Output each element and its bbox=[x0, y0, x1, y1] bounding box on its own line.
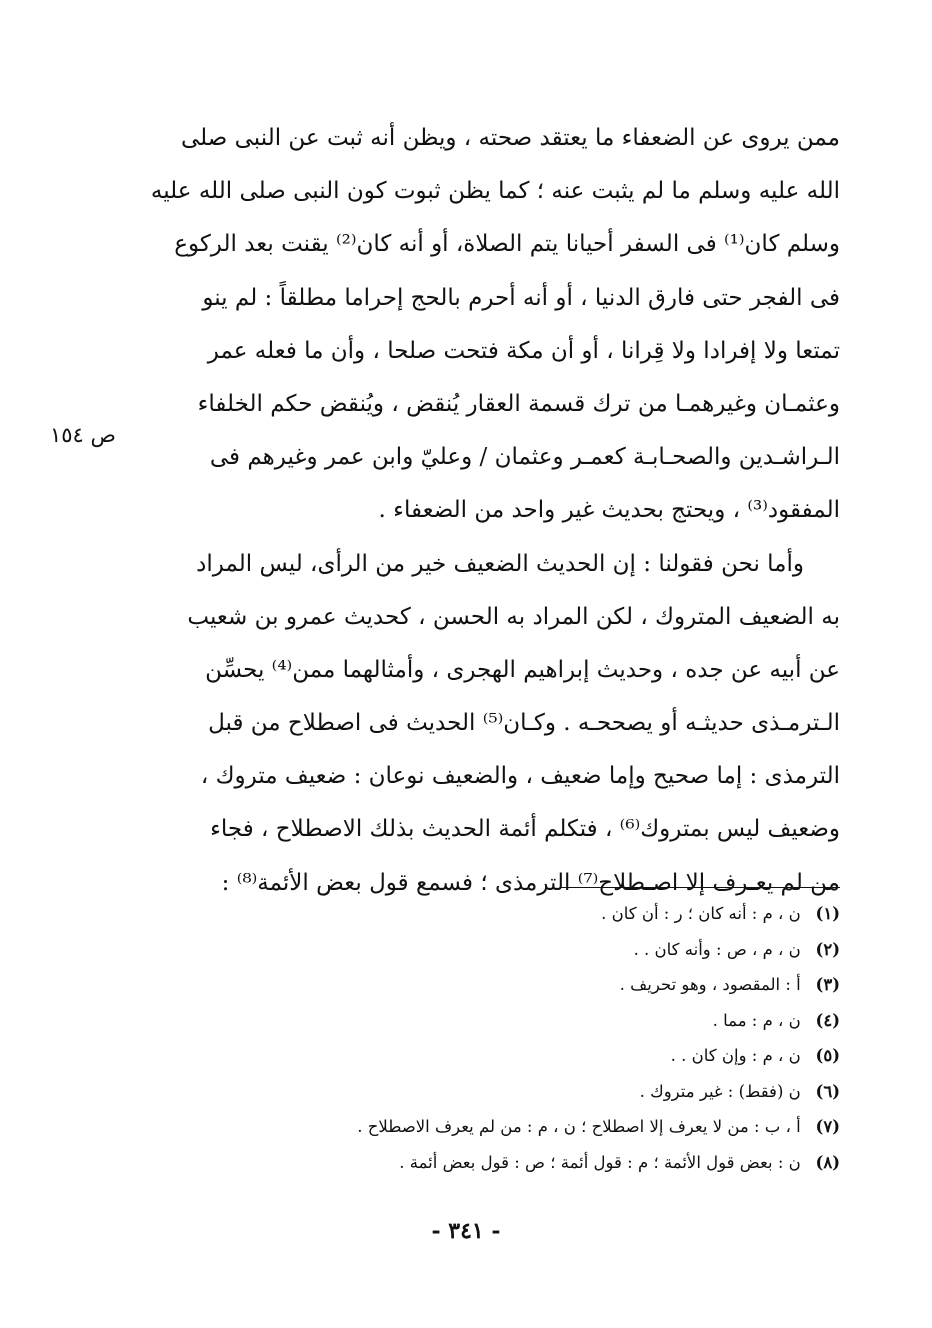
footnote-text: ن (فقط) : غير متروك . bbox=[639, 1081, 801, 1101]
footnote-text: ن ، م : وإن كان . . bbox=[670, 1046, 801, 1065]
text-line: من لم يعـرف إلا اصـطلاح⁽⁷⁾ الترمذى ؛ فسمع قول بعض الأئمة⁽⁸⁾ : bbox=[221, 869, 840, 896]
footnote-number: (١) bbox=[815, 904, 840, 923]
footnote-number: (٨) bbox=[815, 1152, 840, 1172]
footnote-text: ن : بعض قول الأئمة ؛ م : قول أئمة ؛ ص : قول بعض أئمة . bbox=[399, 1152, 801, 1172]
text-line: تمتعا ولا إفرادا ولا قِرانا ، أو أن مكة فتحت صلحا ، وأن ما فعله عمر bbox=[207, 337, 840, 364]
margin-page-reference: ص ١٥٤ bbox=[50, 423, 116, 447]
footnote bbox=[200, 1074, 840, 1110]
footnote-text: أ ، ب : من لا يعرف إلا اصطلاح ؛ ن ، م : من لم يعرف الاصطلاح . bbox=[357, 1117, 801, 1136]
footnote bbox=[200, 932, 840, 968]
footnote bbox=[200, 1145, 840, 1181]
main-text bbox=[134, 112, 840, 910]
footnote-number: (٥) bbox=[815, 1046, 840, 1065]
text-line: الـراشـدين والصحـابـة كعمـر وعثمان / وعليّ وابن عمر وغيرهم فى bbox=[209, 444, 840, 471]
footnote-separator bbox=[560, 887, 840, 888]
footnote-number: (٣) bbox=[815, 975, 840, 994]
text-line: وسلم كان⁽¹⁾ فى السفر أحيانا يتم الصلاة، أو أنه كان⁽²⁾ يقنت بعد الركوع bbox=[174, 231, 840, 258]
page-number: - ٣٤١ - bbox=[431, 1218, 501, 1244]
footnote-number: (٦) bbox=[815, 1081, 840, 1101]
text-line: عن أبيه عن جده ، وحديث إبراهيم الهجرى ، وأمثالهما ممن⁽⁴⁾ يحسِّن bbox=[205, 656, 840, 683]
footnote bbox=[200, 1003, 840, 1039]
footnotes bbox=[200, 896, 840, 1180]
text-line: فى الفجر حتى فارق الدنيا ، أو أنه أحرم بالحج إحراما مطلقاً : لم ينو bbox=[202, 284, 840, 311]
footnote bbox=[200, 967, 840, 1003]
text-line: المفقود⁽³⁾ ، ويحتج بحديث غير واحد من الضعفاء . bbox=[378, 497, 840, 524]
footnote-text: ن ، م : مما . bbox=[712, 1010, 801, 1030]
footnote-number: (٤) bbox=[815, 1010, 840, 1030]
text-line: وضعيف ليس بمتروك⁽⁶⁾ ، فتكلم أئمة الحديث بذلك الاصطلاح ، فجاء bbox=[210, 816, 840, 843]
footnote-number: (٢) bbox=[815, 939, 840, 959]
text-line: الله عليه وسلم ما لم يثبت عنه ؛ كما يظن ثبوت كون النبى صلى الله عليه bbox=[150, 178, 840, 205]
footnote-text: ن ، م : أنه كان ؛ ر : أن كان . bbox=[601, 904, 801, 923]
text-line: الـترمـذى حديثـه أو يصححـه . وكـان⁽⁵⁾ الحديث فى اصطلاح من قبل bbox=[208, 710, 840, 737]
text-line: الترمذى : إما صحيح وإما ضعيف ، والضعيف نوعان : ضعيف متروك ، bbox=[200, 763, 840, 790]
footnote bbox=[200, 1038, 840, 1074]
footnote-text: ن ، م ، ص : وأنه كان . . bbox=[633, 939, 801, 959]
text-line: به الضعيف المتروك ، لكن المراد به الحسن ، كحديث عمرو بن شعيب bbox=[187, 603, 840, 630]
text-line: وأما نحن فقولنا : إن الحديث الضعيف خير من الرأى، ليس المراد bbox=[196, 550, 804, 577]
footnote bbox=[200, 896, 840, 932]
text-line: ممن يروى عن الضعفاء ما يعتقد صحته ، ويظن أنه ثبت عن النبى صلى bbox=[181, 125, 840, 151]
text-line: وعثمـان وغيرهمـا من ترك قسمة العقار يُنقض ، ويُنقض حكم الخلفاء bbox=[197, 390, 840, 417]
footnote bbox=[200, 1109, 840, 1145]
footnote-number: (٧) bbox=[815, 1117, 840, 1136]
footnote-text: أ : المقصود ، وهو تحريف . bbox=[619, 975, 801, 994]
